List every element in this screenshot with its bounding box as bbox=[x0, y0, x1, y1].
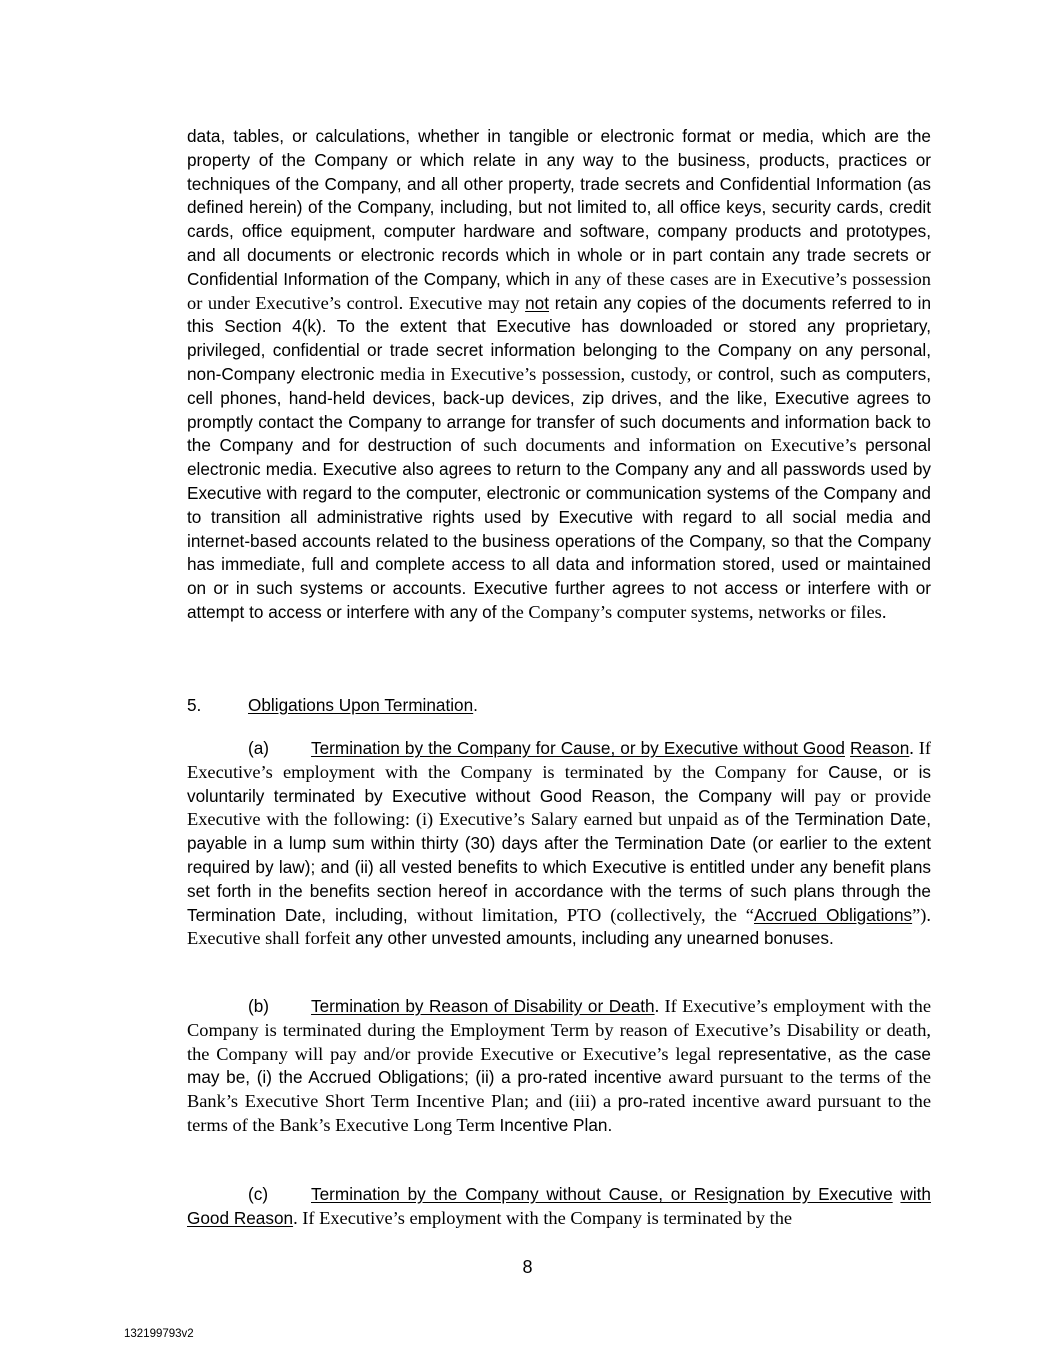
section-5-heading bbox=[187, 694, 931, 718]
subsection-a-heading-2: Reason bbox=[850, 738, 910, 758]
subsection-c-heading-2: with Good Reason bbox=[187, 1184, 931, 1228]
subsection-a-text-f: ”). Executive shall forfeit bbox=[187, 904, 931, 949]
subsection-c bbox=[187, 1183, 931, 1231]
subsection-b-text-d: pro bbox=[617, 1091, 643, 1112]
subsection-b-text-c: award pursuant to the terms of the Bank’s Executive Short Term Incentive Plan; and (iii) a bbox=[187, 1067, 931, 1112]
para1-text-b: any of these cases are in Executive’s possession or under Executive’s control. Executive may bbox=[187, 268, 931, 313]
subsection-b bbox=[187, 995, 931, 1138]
subsection-b-heading: Termination by Reason of Disability or Death bbox=[311, 996, 655, 1016]
subsection-c-label: (c) bbox=[248, 1184, 269, 1204]
para1-text-g: personal electronic media. Executive also agrees to return to the Company any and all passwords used by Executive with regard to the computer, electronic or communication systems of the Company and to transition all administrative rights used by Executive with regard to all social media and internet-based accounts related to the business operations of the Company, so that the Company has immediate, full and complete access to all data and information stored, used or maintained on or in such systems or accounts. Executive further agrees to not access or interfere with or attempt to access or interfere with any of bbox=[187, 435, 931, 622]
subsection-b-text-e: -rated incentive award pursuant to the terms of the Bank’s Executive Long Term bbox=[187, 1091, 931, 1135]
document-id: 132199793v2 bbox=[124, 1328, 194, 1340]
subsection-a-text-g: any other unvested amounts, including any unearned bonuses. bbox=[355, 928, 834, 949]
subsection-b-text-b: representative, as the case may be, (i) the Accrued Obligations; (ii) a pro-rated incentive bbox=[187, 1043, 931, 1088]
para1-text-c: retain any copies of the documents referred to in this Section 4(k). To the extent that Executive has downloaded or stored any proprietary, privileged, confidential or trade secret information belonging to the Company on any personal, non-Company electronic bbox=[187, 292, 932, 384]
subsection-a-text-c: pay or provide Executive with the following: (i) Executive’s Salary earned but unpaid as bbox=[187, 785, 932, 830]
para1-text-f: such documents and information on Executive’s bbox=[483, 435, 866, 456]
subsection-a-text-a: . If Executive’s employment with the Company is terminated by the Company for bbox=[187, 738, 931, 782]
para1-text-a: data, tables, or calculations, whether in tangible or electronic format or media, which are the property of the Company or which relate in any way to the business, products, practices or techniques of the Company, and all other property, trade secrets and Confidential Information (as defined herein) of the Company, including, but not limited to, all office keys, security cards, credit cards, office equipment, computer hardware and software, company products and prototypes, and all documents or electronic records which in whole or in part contain any trade secrets or Confidential Information of the Company, which in bbox=[187, 126, 931, 289]
para1-text-h: the Company’s computer systems, networks or files. bbox=[501, 601, 887, 622]
subsection-b-label: (b) bbox=[248, 996, 270, 1016]
subsection-a-heading-1: Termination by the Company for Cause, or by Executive without Good bbox=[311, 738, 845, 758]
subsection-b-text-f: Incentive Plan. bbox=[499, 1114, 613, 1135]
para1-text-e: control, such as computers, cell phones, hand-held devices, back-up devices, zip drives, and the like, Executive agrees to promptly contact the Company to arrange for transfer of such documents and information back to the Company and for destruction of bbox=[187, 363, 931, 456]
page-number: 8 bbox=[522, 1257, 533, 1277]
subsection-c-heading-1: Termination by the Company without Cause, or Resignation by Executive bbox=[311, 1184, 893, 1204]
para1-text-d: media in Executive’s possession, custody, or bbox=[380, 363, 718, 384]
subsection-c-text-a: . If Executive’s employment with the Company is terminated by the bbox=[293, 1207, 793, 1228]
subsection-a-text-b: Cause, or is voluntarily terminated by Executive without Good Reason, the Company will bbox=[187, 761, 931, 806]
section-5-title: Obligations Upon Termination bbox=[248, 695, 474, 715]
section-5-title-end: . bbox=[473, 695, 478, 715]
subsection-b-text-a: . If Executive’s employment with the Company is terminated during the Employment Term by reason of Executive’s Disability or death, the Company will pay and/or provide Executive or Executive’s legal bbox=[187, 996, 931, 1064]
subsection-a-label: (a) bbox=[248, 738, 270, 758]
subsection-a bbox=[187, 737, 931, 951]
paragraph-confidential-information bbox=[187, 125, 931, 625]
subsection-a-text-e: without limitation, PTO (collectively, the “ bbox=[416, 904, 754, 925]
accrued-obligations-term: Accrued Obligations bbox=[753, 904, 913, 925]
section-5-number: 5. bbox=[187, 695, 202, 715]
not-word: not bbox=[525, 292, 549, 313]
subsection-a-text-d: of the Termination Date, payable in a lump sum within thirty (30) days after the Termination Date (or earlier to the extent required by law); and (ii) all vested benefits to which Executive is entitled under any benefit plans set forth in the benefits section hereof in accordance with the terms of such plans through the Termination Date, including, bbox=[187, 809, 931, 925]
